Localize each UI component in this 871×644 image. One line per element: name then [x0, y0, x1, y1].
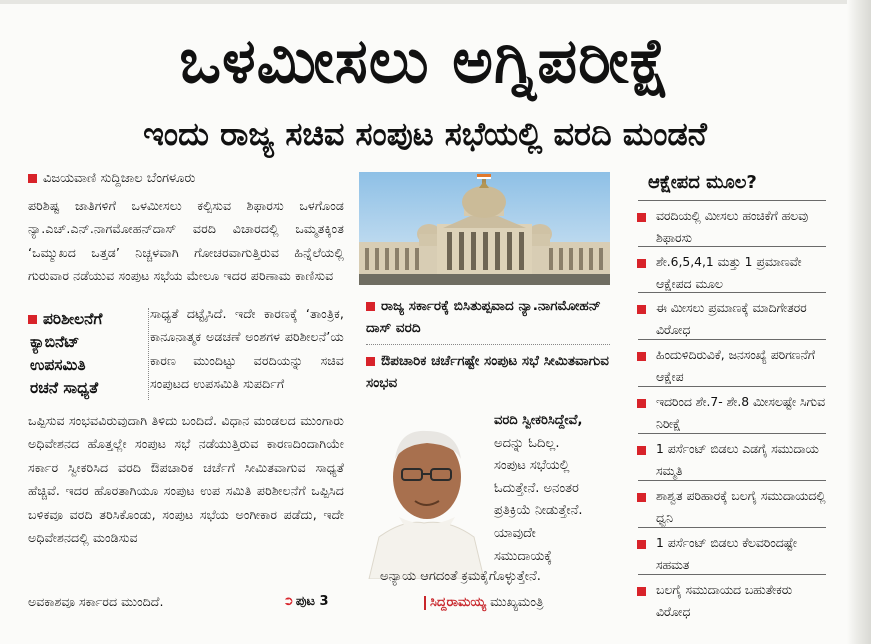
- sidebar-item: 1 ಪರ್ಸೆಂಟ್ ಬಿಡಲು ಎಡಗೈ ಸಮುದಾಯ ಸಮ್ಮತಿ: [638, 433, 826, 482]
- quote-line-5: ಪ್ರತಿಕ್ರಿಯೆ ನೀಡುತ್ತೇನೆ.: [494, 503, 583, 519]
- bullet-icon: [637, 399, 646, 408]
- bullet-icon: [28, 174, 37, 183]
- quote-last-line: ಅನ್ಯಾಯ ಆಗದಂತೆ ಕ್ರಮಕೈಗೊಳ್ಳುತ್ತೇನೆ.: [380, 569, 541, 584]
- highlight-line-4: ರಚನೆ ಸಾಧ್ಯತೆ: [30, 379, 99, 397]
- body-paragraph-2: ಸಾಧ್ಯತೆ ದಟ್ಟೈಸಿದೆ. ಇದೇ ಕಾರಣಕ್ಕೆ ‘ತಾಂತ್ರಿಕ, ಕಾನೂನಾತ್ಮಕ ಅಡಚಣೆ ಅಂಶಗಳ ಪರಿಶೀಲನೆ’ಯ ಕಾರಣ ಮುಂದಿಟ್ಟು ವರದಿಯನ್ನು ಸಚಿವ ಸಂಪುಟದ ಉಪಸಮಿತಿ ಸುಪರ್ದಿಗೆ: [150, 306, 344, 392]
- arrow-icon: ➲: [283, 594, 294, 609]
- highlight-line-1: ಪರಿಶೀಲನೆಗೆ: [28, 308, 146, 331]
- sidebar-item: ಇದರಿಂದ ಶೇ.7- ಶೇ.8 ಮೀಸಲಷ್ಟೇ ಸಿಗುವ ನಿರೀಕ್ಷೆ: [638, 386, 826, 435]
- quote-line-6: ಯಾವುದೇ: [494, 525, 536, 541]
- sidebar-item: ಹಿಂದುಳಿದಿರುವಿಕೆ, ಜನಸಂಖ್ಯೆ ಪರಿಗಣನೆಗೆ ಆಕ್ಷೇಪ: [638, 339, 826, 388]
- speaker-name: ಸಿದ್ದರಾಮಯ್ಯ: [430, 595, 487, 610]
- sidebar-item: ಶೇ.6,5,4,1 ಮತ್ತು 1 ಪ್ರಮಾಣವೇ ಆಕ್ಷೇಪದ ಮೂಲ: [638, 246, 826, 295]
- sidebar-item: ಬಲಗೈ ಸಮುದಾಯದ ಬಹುತೇಕರು ವಿರೋಧ: [638, 574, 826, 623]
- bullet-icon: [637, 540, 646, 549]
- divider: [366, 344, 610, 345]
- subheadline: ಇಂದು ರಾಜ್ಯ ಸಚಿವ ಸಂಪುಟ ಸಭೆಯಲ್ಲಿ ವರದಿ ಮಂಡನೆ: [143, 115, 707, 153]
- speaker-role: ಮುಖ್ಯಮಂತ್ರಿ: [490, 595, 544, 610]
- headline: ಒಳಮೀಸಲು ಅಗ್ನಿಪರೀಕ್ಷೆ: [179, 24, 671, 97]
- quote-line-3: ಸಂಪುಟ ಸಭೆಯಲ್ಲಿ: [494, 458, 570, 474]
- bullet-icon: [637, 587, 646, 596]
- bullet-icon: [637, 259, 646, 268]
- bullet-icon: [28, 315, 37, 324]
- pullquote-1: ರಾಜ್ಯ ಸರ್ಕಾರಕ್ಕೆ ಬಿಸಿತುಪ್ಪವಾದ ನ್ಯಾ.ನಾಗಮೋಹನ್ ದಾಸ್ ವರದಿ: [366, 298, 601, 336]
- highlight-line-2: ಕ್ಯಾಬಿನೆಟ್: [30, 333, 80, 351]
- sidebar-title: ಆಕ್ಷೇಪದ ಮೂಲ?: [648, 172, 757, 193]
- dateline: [28, 171, 195, 186]
- sidebar-item: ಈ ಮೀಸಲು ಪ್ರಮಾಣಕ್ಕೆ ಮಾದಿಗೇತರರ ವಿರೋಧ: [638, 292, 826, 341]
- sidebar-item: ವರದಿಯಲ್ಲಿ ಮೀಸಲು ಹಂಚಿಕೆಗೆ ಹಲವು ಶಿಫಾರಸು: [638, 200, 826, 249]
- page-fold-shadow: [847, 0, 871, 644]
- quote-line-1: ವರದಿ ಸ್ವೀಕರಿಸಿದ್ದೇವೆ,: [494, 413, 583, 428]
- top-edge: [0, 0, 871, 4]
- bullet-icon: [637, 352, 646, 361]
- bullet-icon: [637, 305, 646, 314]
- bullet-icon: [366, 302, 375, 311]
- bullet-icon: [366, 357, 375, 366]
- cm-quote: [494, 410, 614, 568]
- quote-line-4: ಓದುತ್ತೇನೆ. ಅನಂತರ: [494, 480, 579, 496]
- bullet-icon: [637, 493, 646, 502]
- dateline-text: ವಿಜಯವಾಣಿ ಸುದ್ದಿಜಾಲ ಬೆಂಗಳೂರು: [43, 171, 196, 186]
- body-paragraph-3: ಒಪ್ಪಿಸುವ ಸಂಭವವಿರುವುದಾಗಿ ತಿಳಿದು ಬಂದಿದೆ. ವಿಧಾನ ಮಂಡಲದ ಮುಂಗಾರು ಅಧಿವೇಶನದ ಹೊತ್ತಲ್ಲೇ ಸಂಪುಟ ಸಭೆ ನಡೆಯುತ್ತಿರುವ ಕಾರಣದಿಂದಾಗಿಯೇ ಸರ್ಕಾರ ಸ್ವೀಕರಿಸಿದ ವರದಿ ಔಪಚಾರಿಕ ಚರ್ಚೆಗೆ ಸೀಮಿತವಾಗುವ ಸಾಧ್ಯತೆ ಹೆಚ್ಚಿವೆ. ಇದರ ಹೊರತಾಗಿಯೂ ಸಂಪುಟ ಉಪ ಸಮಿತಿ ಪರಿಶೀಲನೆಗೆ ಒಪ್ಪಿಸಿದ ಬಳಿಕವೂ ವರದಿ ತರಿಸಿಕೊಂಡು, ಸಂಪುಟ ಸಭೆಯ ಅಂಗೀಕಾರ ಪಡೆದು, ಇದೇ ಅಧಿವೇಶನದಲ್ಲಿ ಮಂಡಿಸುವ: [28, 413, 344, 546]
- chief-minister-portrait: [359, 419, 489, 579]
- vidhana-soudha-photo: [359, 172, 610, 285]
- body-last-line: ಅವಕಾಶವೂ ಸರ್ಕಾರದ ಮುಂದಿದೆ.: [28, 594, 164, 609]
- highlight-line-3: ಉಪಸಮಿತಿ: [30, 356, 86, 374]
- quote-attribution: [424, 595, 544, 610]
- quote-line-7: ಸಮುದಾಯಕ್ಕೆ: [494, 548, 552, 564]
- highlight-box: [28, 308, 149, 400]
- pullquote-2: ಔಪಚಾರಿಕ ಚರ್ಚೆಗಷ್ಟೇ ಸಂಪುಟ ಸಭೆ ಸೀಮಿತವಾಗುವ ಸಂಭವ: [366, 353, 609, 391]
- quote-line-2: ಅದನ್ನು ಓದಿಲ್ಲ.: [494, 435, 560, 451]
- bullet-icon: [637, 213, 646, 222]
- sidebar-item: 1 ಪರ್ಸೆಂಟ್ ಬಿಡಲು ಕೆಲವರಿಂದಷ್ಟೇ ಸಹಮತ: [638, 527, 826, 576]
- continued-link[interactable]: [283, 594, 329, 609]
- sidebar-item: ಶಾಶ್ವತ ಪರಿಹಾರಕ್ಕೆ ಬಲಗೈ ಸಮುದಾಯದಲ್ಲಿ ಧ್ವನಿ: [638, 480, 826, 529]
- bullet-icon: [637, 446, 646, 455]
- attribution-bar: [424, 596, 426, 610]
- body-paragraph-1: ಪರಿಶಿಷ್ಟ ಜಾತಿಗಳಿಗೆ ಒಳಮೀಸಲು ಕಲ್ಪಿಸುವ ಶಿಫಾರಸು ಒಳಗೊಂಡ ನ್ಯಾ.ಎಚ್.ಎನ್.ನಾಗಮೋಹನ್‌ದಾಸ್ ವರದಿ ವಿಚಾರದಲ್ಲಿ ಒಮ್ಮತಕ್ಕಿಂತ ‘ಒಮ್ಮುಖದ ಒತ್ತಡ’ ನಿಚ್ಚಳವಾಗಿ ಗೋಚರವಾಗುತ್ತಿರುವ ಹಿನ್ನೆಲೆಯಲ್ಲಿ ಗುರುವಾರ ನಡೆಯುವ ಸಂಪುಟ ಸಭೆಯ ಮೇಲೂ ಇದರ ಪರಿಣಾಮ ಕಾಣಿಸುವ: [28, 198, 344, 284]
- continued-text: ಪುಟ 3: [295, 594, 329, 609]
